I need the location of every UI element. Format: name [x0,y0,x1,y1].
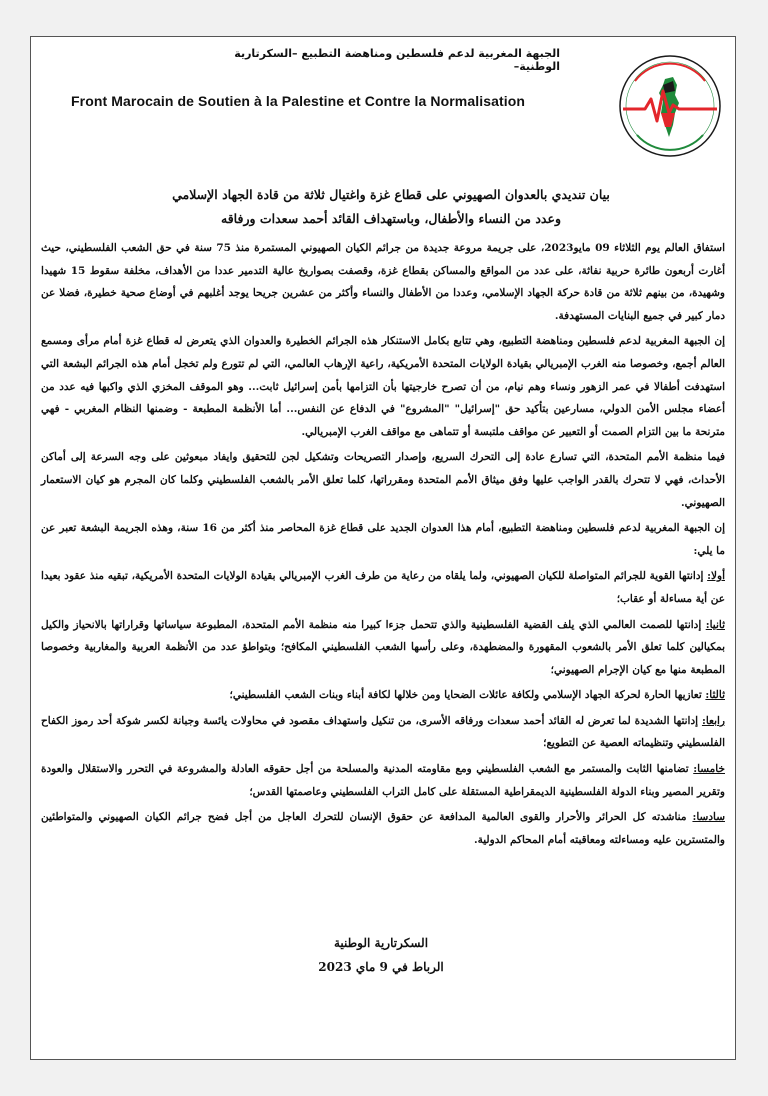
paragraph-intro: استفاق العالم يوم الثلاثاء 09 مايو2023، على جريمة مروعة جديدة من جرائم الكيان الصهيوني المستمرة منذ 75 سنة في حق الشعب الفلسطيني، حيث أغارت أربعون طائرة حربية نفاثة، على عدد من المواقع والمساكن بقطاع غزة، وقصفت بصواريخ عالية التدمير عددا من الأهداف، مخلفة سقوط 15 شهيدا وشهيدة، من بينهم ثلاثة من قادة حركة الجهاد الإسلامي، وعددا من الأطفال والنساء وأكثر من عشرين جريحا يوجد أغلبهم في أوضاع صحية خطيرة، فضلا عن دمار كبير في جميع البنايات المستهدفة. [41,242,725,322]
list-item [41,710,725,755]
org-name-french: Front Marocain de Soutien à la Palestine et Contre la Normalisation [71,93,526,109]
signature-block [281,931,481,979]
list-item [41,684,725,707]
item-label-second: ثانيا: [705,618,725,631]
statement-title [111,183,671,231]
title-line-1: بيان تنديدي بالعدوان الصهيوني على قطاع غزة واغتيال ثلاثة من قادة الجهاد الإسلامي [172,187,610,202]
item-label-third: ثالثا: [705,689,725,702]
item-label-fourth: رابعا: [701,714,725,727]
signature-org: السكرتارية الوطنية [333,936,429,950]
paragraph-declaration: إن الجبهة المغربية لدعم فلسطين ومناهضة التطبيع، أمام هذا العدوان الجديد على قطاع غزة المحاصر منذ أكثر من 16 سنة، وهذه الجريمة البشعة تعبر عن ما يلي: [41,522,725,557]
item-label-first: أولا: [707,570,725,583]
list-item [41,614,725,682]
item-text-second: إدانتها للصمت العالمي الذي يلف القضية الفلسطينية والذي تتحمل جزءا كبيرا منه منظمة الأمم المتحدة، المطبوعة سياساتها وقراراتها بالانحياز والكيل بمكيالين كلما تعلق الأمر بالشعوب المقهورة والمضطهدة، وعلى رأسها الشعب الفلسطيني المكافح؛ وبتواطؤ عدد من الأنظمة العربية والمغاربية وخصوصا المطبعة منها مع كيان الإجرام الصهيوني؛ [41,618,725,676]
list-item [41,758,725,803]
signature-place-date: الرباط في 9 ماي 2023 [318,960,444,974]
list-item [41,565,725,610]
item-label-sixth: سادسا: [692,811,725,824]
org-name-arabic: الجبهة المغربية لدعم فلسطين ومناهضة التطبيع –السكرتارية الوطنية– [234,47,560,73]
statement-body [41,237,725,854]
document-page [30,36,736,1060]
item-text-sixth: مناشدته كل الحرائر والأحرار والقوى العالمية المدافعة عن حقوق الإنسان للتحرك العاجل من أجل فضح جرائم الكيان الصهيوني والمتواطئين والمتسترين عليه ومساءلته ومعاقبته أمام المحاكم الدولية. [41,811,725,846]
heartbeat-map-logo-icon [615,51,725,161]
item-text-third: تعازيها الحارة لحركة الجهاد الإسلامي ولكافة عائلات الضحايا ومن خلالها لكافة أبناء وبنات الشعب الفلسطيني؛ [229,689,706,702]
item-text-first: إدانتها القوية للجرائم المتواصلة للكيان الصهيوني، ولما يلقاه من رعاية من طرف الغرب الإمبريالي بقيادة الولايات المتحدة الأمريكية، تبقيه منذ عقود بعيدا عن أية مساءلة أو عقاب؛ [41,570,725,605]
item-text-fourth: إدانتها الشديدة لما تعرض له القائد أحمد سعدات ورفاقه الأسرى، من تنكيل واستهداف مقصود في محاولات يائسة وجبانة لكسر شوكة أحد رموز الكفاح الفلسطيني وتنظيماته العصية عن التطويع؛ [41,714,725,750]
item-label-fifth: خامسا: [693,763,725,776]
title-line-2: وعدد من النساء والأطفال، وباستهداف القائد أحمد سعدات ورفاقه [221,211,561,226]
list-item [41,806,725,851]
paragraph-front-position: إن الجبهة المغربية لدعم فلسطين ومناهضة التطبيع، وهي تتابع بكامل الاستنكار هذه الجرائم الخطيرة والعدوان الذي يتعرض له قطاع غزة أمام مرأى ومسمع العالم أجمع، وخصوصا منه الغرب الإمبريالي بقيادة الولايات المتحدة الأمريكية، راعية الإرهاب العالمي، التي لم تتورع ولم تخجل أمام هذه الجرائم البشعة التي استهدفت أطفالا في عمر الزهور ونساء وهم نيام، من أن تصرح خارجيتها بأن التزامها بأمن إسرائيل ثابت... وهو الموقف المخزي الذي واكبها فيه عدد من أعضاء مجلس الأمن الدولي، مسارعين بتأكيد حق "إسرائيل" "المشروع" في الدفاع عن النفس... أما الأنظمة المطبعة - وضمنها النظام المغربي - فهي مترنحة ما بين التزام الصمت أو التعبير عن مواقف ملتبسة أو تتماهى مع مواقف الغرب الإمبريالي. [41,335,725,438]
paragraph-un: فيما منظمة الأمم المتحدة، التي تسارع عادة إلى التحرك السريع، وإصدار التصريحات وتشكيل لجن للتحقيق وايفاد مبعوثين على وجه السرعة إلى أماكن الأحداث، فهي لا تتحرك بالقدر الواجب عليها وفق ميثاق الأمم المتحدة ومقرراتها، كلما تعلق الأمر بالشعب الفلسطيني وكلما كان المجرم هو كيان الاستعمار الصهيوني. [41,451,725,509]
item-text-fifth: تضامنها الثابت والمستمر مع الشعب الفلسطيني ومع مقاومته المدنية والمسلحة من أجل حقوقه العادلة والمشروعة في التحرر والاستقلال والعودة وتقرير المصير وبناء الدولة الفلسطينية الديمقراطية المستقلة على كامل التراب الفلسطيني وعاصمتها القدس؛ [41,763,725,798]
